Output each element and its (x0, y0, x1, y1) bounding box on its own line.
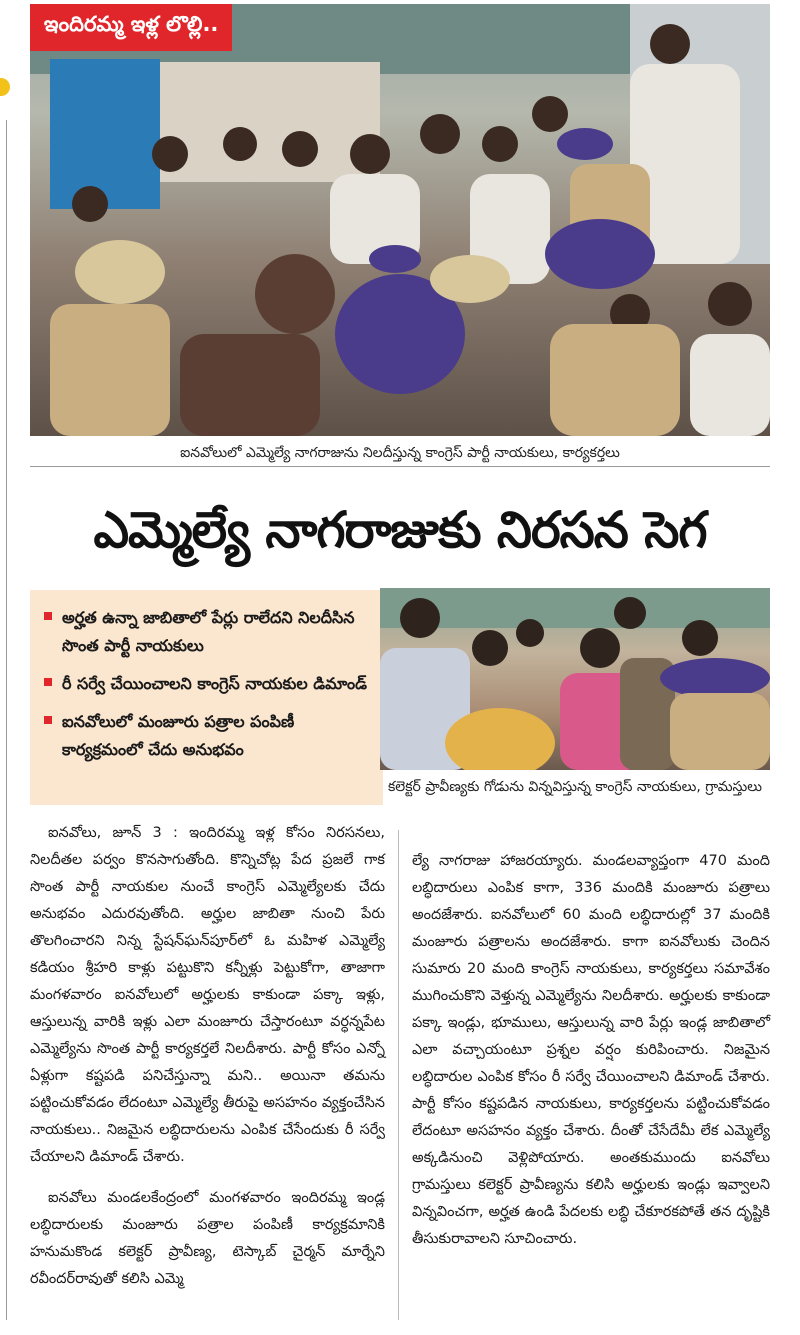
collector-illustration (380, 588, 770, 770)
column-divider (398, 830, 399, 1320)
highlight-text: రీ సర్వే చేయించాలని కాంగ్రెస్ నాయకుల డిమాండ్ (62, 674, 367, 693)
highlight-item (42, 708, 371, 764)
article-column-right (412, 848, 770, 1267)
bullet-icon (44, 678, 52, 686)
article-paragraph: ఐనవోలు, జూన్ 3 : ఇందిరమ్మ ఇళ్ల కోసం నిరసనలు, నిలదీతల పర్వం కొనసాగుతోంది. కొన్నిచోట్ల పేద ప్రజలే గాక సొంత పార్టీ నాయకుల నుంచే కాంగ్రెస్ ఎమ్మెల్యేలకు చేదు అనుభవం ఎదురవుతోంది. అర్హుల జాబితా నుంచి పేరు తొలగించారని నిన్న స్టేషన్‌ఘన్‌పూర్‌లో ఓ మహిళ ఎమ్మెల్యే కడియం శ్రీహరి కాళ్లు పట్టుకొని కన్నీళ్లు పెట్టుకోగా, తాజాగా మంగళవారం ఐనవోలులో అర్హులకు కాకుండా పక్కా ఇళ్లు, ఆస్తులున్న వారికి ఇళ్లు ఎలా మంజూరు చేస్తారంటూ వర్ధన్నపేట ఎమ్మెల్యేను సొంత పార్టీ కార్యకర్తలే నిలదీశారు. పార్టీ కోసం ఎన్నో ఏళ్లుగా కష్టపడి పనిచేస్తున్నా మని.. అయినా తమను పట్టించుకోవడం లేదంటూ ఎమ్మెల్యే తీరుపై అసహనం వ్యక్తంచేసిన నాయకులు.. నిజమైన లబ్ధిదారులను ఎంపిక చేసేందుకు రీ సర్వే చేయాలని డిమాండ్ చేశారు. (30, 825, 385, 1165)
article-paragraph: ల్యే నాగరాజు హాజరయ్యారు. మండలవ్యాప్తంగా 470 మంది లబ్ధిదారులు ఎంపిక కాగా, 336 మందికి మంజూరు పత్రాలు అందజేశారు. ఐనవోలులో 60 మంది లబ్ధిదారుల్లో 37 మందికి మంజూరు పత్రాలను అందజేశారు. కాగా ఐనవోలుకు చెందిన సుమారు 20 మంది కాంగ్రెస్ నాయకులు, కార్యకర్తలు సమావేశం ముగించుకొని వెళ్తున్న ఎమ్మెల్యేను నిలదీశారు. అర్హులకు కాకుండా పక్కా ఇండ్లు, భూములు, ఆస్తులున్న వారి పేర్లు ఇండ్ల జాబితాలో ఎలా వచ్చాయంటూ ప్రశ్నల వర్షం కురిపించారు. నిజమైన లబ్ధిదారుల ఎంపిక కోసం రీ సర్వే చేయించాలని డిమాండ్ చేశారు. పార్టీ కోసం కష్టపడిన నాయకులు, కార్యకర్తలను పట్టించుకోవడం లేదంటూ అసహనం వ్యక్తం చేశారు. దీంతో చేసేదేమీ లేక ఎమ్మెల్యే అక్కడినుంచి వెళ్లిపోయారు. అంతకుముందు ఐనవోలు గ్రామస్తులు కలెక్టర్ ప్రావీణ్యను కలిసి అర్హులకు ఇండ్లు ఇవ్వాలని విన్నవించగా, అర్హత ఉండి పేదలకు లబ్ధి చేకూరకపోతే తన దృష్టికి తీసుకురావాలని సూచించారు. (412, 853, 770, 1247)
highlight-text: ఐనవోలులో మంజూరు పత్రాల పంపిణీ కార్యక్రమంలో చేదు అనుభవం (62, 712, 295, 759)
margin-dot (0, 78, 10, 96)
section-kicker: ఇందిరమ్మ ఇళ్ల లొల్లి.. (30, 4, 232, 51)
bullet-icon (44, 612, 52, 620)
highlight-item (42, 670, 371, 698)
top-photo-caption: ఐనవోలులో ఎమ్మెల్యే నాగరాజును నిలదీస్తున్న కాంగ్రెస్ పార్టీ నాయకులు, కార్యకర్తలు (30, 440, 770, 467)
highlight-text: అర్హత ఉన్నా జాబితాలో పేర్లు రాలేదని నిలదీసిన సొంత పార్టీ నాయకులు (62, 608, 355, 655)
collector-photo (380, 588, 770, 770)
crowd-illustration (30, 4, 770, 436)
margin-rule (6, 120, 7, 1320)
article-paragraph: ఐనవోలు మండలకేంద్రంలో మంగళవారం ఇందిరమ్మ ఇండ్ల లబ్ధిదారులకు మంజూరు పత్రాల పంపిణీ కార్యక్రమానికి హనుమకొండ కలెక్టర్ ప్రావీణ్య, టెస్కాబ్ చైర్మన్ మార్నేని రవీందర్‌రావుతో కలిసి ఎమ్మె (30, 1190, 385, 1287)
collector-photo-caption: కలెక్టర్ ప్రావీణ్యకు గోడును విన్నవిస్తున్న కాంగ్రెస్ నాయకులు, గ్రామస్తులు (388, 779, 762, 795)
article-column-left (30, 820, 385, 1307)
top-photo (30, 4, 770, 436)
bullet-icon (44, 716, 52, 724)
headline: ఎమ్మెల్యే నాగరాజుకు నిరసన సెగ (93, 501, 707, 559)
highlights-box (30, 590, 383, 805)
highlight-item (42, 604, 371, 660)
